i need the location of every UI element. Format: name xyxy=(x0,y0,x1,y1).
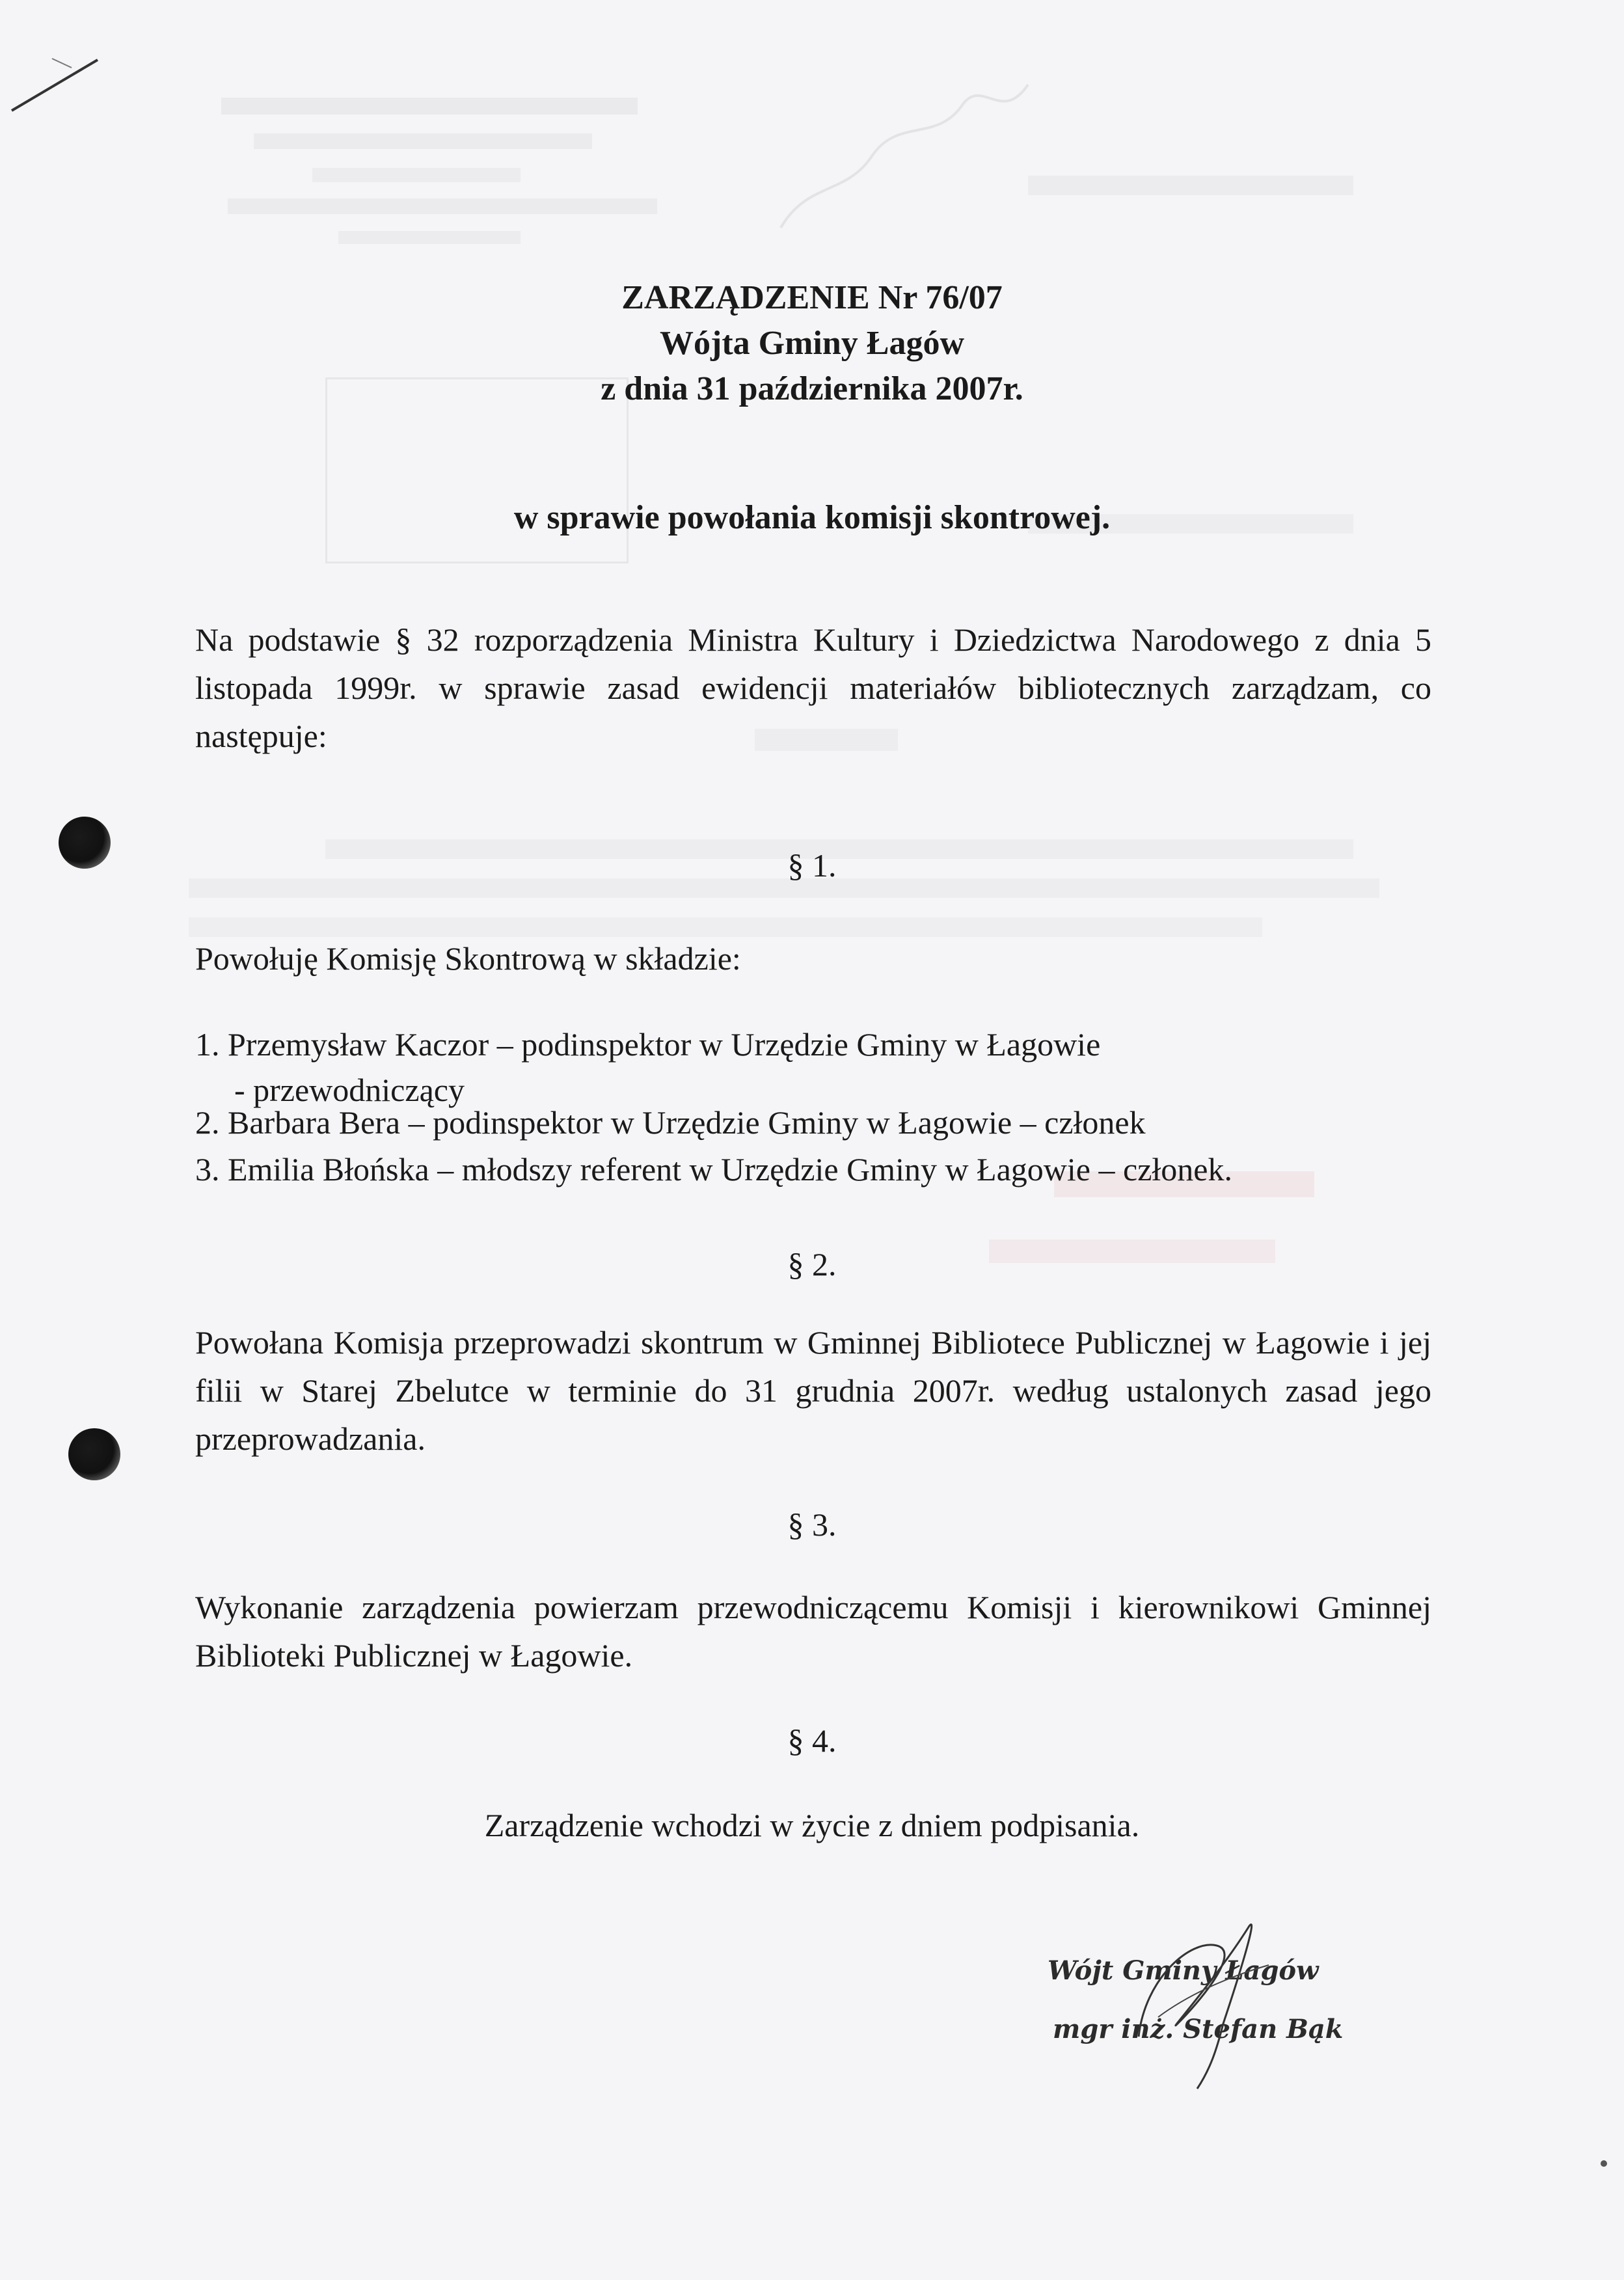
date-line: z dnia 31 października 2007r. xyxy=(601,370,1023,407)
section-4-mark: § 4. xyxy=(787,1722,837,1759)
decree-subject: w sprawie powołania komisji skontrowej. xyxy=(513,499,1111,536)
decree-title: ZARZĄDZENIE Nr 76/07 xyxy=(621,279,1003,316)
punch-hole-bottom xyxy=(68,1428,120,1480)
handwritten-signature xyxy=(1119,1900,1288,2095)
member-item: 3. Emilia Błońska – młodszy referent w Urzędzie Gminy w Łagowie – członek. xyxy=(195,1151,1232,1188)
member-item: 2. Barbara Bera – podinspektor w Urzędzie Gminy w Łagowie – członek xyxy=(195,1104,1146,1141)
section-3-mark: § 3. xyxy=(787,1506,837,1543)
section-1-intro: Powołuję Komisję Skontrową w składzie: xyxy=(195,940,741,977)
signature-stamp-name: mgr inż. Stefan Bąk xyxy=(1053,2014,1344,2044)
issuer-line: Wójta Gminy Łagów xyxy=(660,325,964,362)
preamble-paragraph: Na podstawie § 32 rozporządzenia Ministra Kultury i Dziedzictwa Narodowego z dnia 5 listopada 1999r. w sprawie zasad ewidencji materiałów bibliotecznych zarządzam, co następuje: xyxy=(195,621,1431,754)
scan-mark xyxy=(7,46,104,117)
section-3-paragraph: Wykonanie zarządzenia powierzam przewodniczącemu Komisji i kierownikowi Gminnej Biblioteki Publicznej w Łagowie. xyxy=(195,1589,1431,1674)
scan-speck xyxy=(1601,2160,1607,2167)
section-2-mark: § 2. xyxy=(787,1246,837,1282)
section-2-paragraph: Powołana Komisja przeprowadzi skontrum w Gminnej Bibliotece Publicznej w Łagowie i jej filii w Starej Zbelutce w terminie do 31 grudnia 2007r. według ustalonych zasad jego przeprowadzania. xyxy=(195,1324,1431,1457)
section-1-mark: § 1. xyxy=(787,847,837,884)
member-item-continuation: - przewodniczący xyxy=(234,1072,465,1108)
ghost-handwriting xyxy=(768,65,1041,247)
member-item: 1. Przemysław Kaczor – podinspektor w Urzędzie Gminy w Łagowie xyxy=(195,1026,1101,1063)
section-4-paragraph: Zarządzenie wchodzi w życie z dniem podpisania. xyxy=(484,1807,1140,1843)
signature-stamp-title: Wójt Gminy Łagów xyxy=(1048,1955,1319,1986)
